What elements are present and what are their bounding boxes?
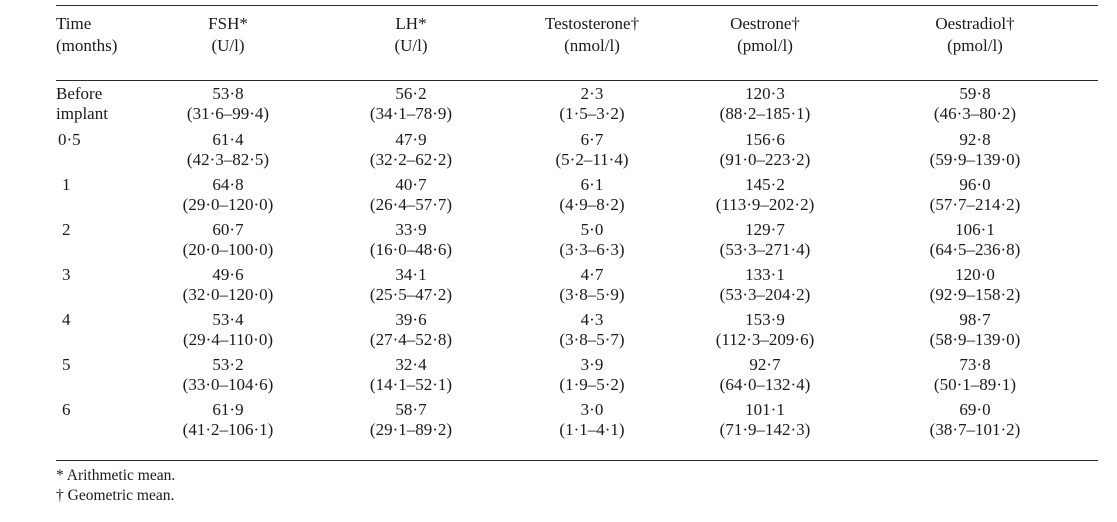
oestradiol-mean: 96·0 bbox=[959, 175, 991, 194]
testosterone-range: (1·5–3·2) bbox=[559, 104, 625, 123]
oestradiol-range: (64·5–236·8) bbox=[929, 240, 1021, 259]
testosterone-mean: 3·0 bbox=[580, 400, 604, 419]
header-label: LH* bbox=[395, 14, 427, 33]
lh-range: (34·1–78·9) bbox=[369, 104, 453, 123]
header-label: Oestradiol† bbox=[935, 14, 1015, 33]
fsh-range: (31·6–99·4) bbox=[186, 104, 270, 123]
lh-range: (27·4–52·8) bbox=[369, 330, 453, 349]
oestrone-header bbox=[730, 13, 800, 57]
header-unit: (pmol/l) bbox=[947, 36, 1003, 55]
testosterone-range: (1·1–4·1) bbox=[559, 420, 625, 439]
time-value: 3 bbox=[62, 265, 71, 284]
oestradiol-range: (59·9–139·0) bbox=[929, 150, 1021, 169]
time-cell bbox=[56, 355, 71, 375]
header-label: Time bbox=[56, 14, 92, 33]
fsh-range: (29·4–110·0) bbox=[182, 330, 274, 349]
fsh-mean: 49·6 bbox=[212, 265, 244, 284]
oestradiol-range: (46·3–80·2) bbox=[933, 104, 1017, 123]
time-cell bbox=[56, 400, 71, 420]
header-unit: (pmol/l) bbox=[737, 36, 793, 55]
lh-range: (32·2–62·2) bbox=[369, 150, 453, 169]
oestrone-mean: 101·1 bbox=[745, 400, 785, 419]
header-unit: (U/l) bbox=[211, 36, 245, 55]
oestradiol-mean: 69·0 bbox=[959, 400, 991, 419]
time-cell bbox=[56, 310, 71, 330]
oestrone-range: (91·0–223·2) bbox=[719, 150, 811, 169]
fsh-mean: 64·8 bbox=[212, 175, 244, 194]
oestrone-mean: 153·9 bbox=[745, 310, 785, 329]
lh-range: (25·5–47·2) bbox=[369, 285, 453, 304]
time-value: 6 bbox=[62, 400, 71, 419]
time-cell bbox=[56, 130, 81, 150]
time-value: 4 bbox=[62, 310, 71, 329]
fsh-range: (29·0–120·0) bbox=[182, 195, 274, 214]
fsh-mean: 60·7 bbox=[212, 220, 244, 239]
oestradiol-mean: 92·8 bbox=[959, 130, 991, 149]
oestradiol-range: (50·1–89·1) bbox=[933, 375, 1017, 394]
fsh-mean: 53·2 bbox=[212, 355, 244, 374]
oestrone-range: (71·9–142·3) bbox=[719, 420, 811, 439]
oestrone-range: (88·2–185·1) bbox=[719, 104, 811, 123]
testosterone-range: (4·9–8·2) bbox=[559, 195, 625, 214]
lh-header bbox=[394, 13, 427, 57]
time-cell bbox=[56, 265, 71, 285]
footnote-arithmetic: * Arithmetic mean. bbox=[56, 467, 176, 484]
oestrone-range: (53·3–204·2) bbox=[719, 285, 811, 304]
fsh-range: (20·0–100·0) bbox=[182, 240, 274, 259]
fsh-range: (42·3–82·5) bbox=[186, 150, 270, 169]
oestrone-range: (53·3–271·4) bbox=[719, 240, 811, 259]
oestrone-range: (112·3–209·6) bbox=[715, 330, 815, 349]
testosterone-mean: 2·3 bbox=[580, 84, 604, 103]
oestradiol-range: (92·9–158·2) bbox=[929, 285, 1021, 304]
lh-mean: 47·9 bbox=[395, 130, 427, 149]
oestrone-mean: 129·7 bbox=[745, 220, 785, 239]
oestrone-range: (64·0–132·4) bbox=[719, 375, 811, 394]
fsh-mean: 53·8 bbox=[212, 84, 244, 103]
oestrone-mean: 145·2 bbox=[745, 175, 785, 194]
testosterone-range: (3·8–5·9) bbox=[559, 285, 625, 304]
lh-mean: 56·2 bbox=[395, 84, 427, 103]
oestradiol-header bbox=[935, 13, 1014, 57]
testosterone-range: (1·9–5·2) bbox=[559, 375, 625, 394]
lh-mean: 33·9 bbox=[395, 220, 427, 239]
table-top-rule bbox=[56, 5, 1098, 6]
oestrone-range: (113·9–202·2) bbox=[715, 195, 815, 214]
time-value: 2 bbox=[62, 220, 71, 239]
testosterone-mean: 3·9 bbox=[580, 355, 604, 374]
lh-mean: 40·7 bbox=[395, 175, 427, 194]
oestradiol-mean: 120·0 bbox=[955, 265, 995, 284]
oestrone-mean: 133·1 bbox=[745, 265, 785, 284]
testosterone-range: (3·8–5·7) bbox=[559, 330, 625, 349]
testosterone-range: (3·3–6·3) bbox=[559, 240, 625, 259]
lh-range: (26·4–57·7) bbox=[369, 195, 453, 214]
testosterone-mean: 4·3 bbox=[580, 310, 604, 329]
time-header bbox=[56, 13, 117, 57]
oestradiol-range: (38·7–101·2) bbox=[929, 420, 1021, 439]
lh-mean: 32·4 bbox=[395, 355, 427, 374]
testosterone-range: (5·2–11·4) bbox=[555, 150, 629, 169]
header-unit: (U/l) bbox=[394, 36, 428, 55]
oestradiol-mean: 73·8 bbox=[959, 355, 991, 374]
header-unit: (months) bbox=[56, 36, 118, 55]
header-unit: (nmol/l) bbox=[564, 36, 620, 55]
lh-range: (29·1–89·2) bbox=[369, 420, 453, 439]
time-cell bbox=[56, 175, 71, 195]
header-label: Testosterone† bbox=[544, 14, 640, 33]
lh-mean: 34·1 bbox=[395, 265, 427, 284]
lh-range: (16·0–48·6) bbox=[369, 240, 453, 259]
time-value: 5 bbox=[62, 355, 71, 374]
lh-mean: 39·6 bbox=[395, 310, 427, 329]
time-value-line2: implant bbox=[56, 104, 108, 123]
testosterone-mean: 5·0 bbox=[580, 220, 604, 239]
header-label: Oestrone† bbox=[730, 14, 800, 33]
lh-range: (14·1–52·1) bbox=[369, 375, 453, 394]
lh-mean: 58·7 bbox=[395, 400, 427, 419]
table-bottom-rule bbox=[56, 460, 1098, 461]
fsh-mean: 53·4 bbox=[212, 310, 244, 329]
fsh-range: (33·0–104·6) bbox=[182, 375, 274, 394]
testosterone-header bbox=[545, 13, 639, 57]
oestrone-mean: 120·3 bbox=[745, 84, 785, 103]
oestradiol-mean: 98·7 bbox=[959, 310, 991, 329]
oestradiol-range: (58·9–139·0) bbox=[929, 330, 1021, 349]
oestrone-mean: 156·6 bbox=[745, 130, 785, 149]
time-value: 0·5 bbox=[58, 130, 81, 149]
oestrone-mean: 92·7 bbox=[749, 355, 781, 374]
testosterone-mean: 4·7 bbox=[580, 265, 604, 284]
fsh-header bbox=[208, 13, 248, 57]
time-value: 1 bbox=[62, 175, 71, 194]
fsh-range: (32·0–120·0) bbox=[182, 285, 274, 304]
header-label: FSH* bbox=[208, 14, 248, 33]
time-cell bbox=[56, 84, 108, 124]
fsh-range: (41·2–106·1) bbox=[182, 420, 274, 439]
table-header-rule bbox=[56, 80, 1098, 81]
testosterone-mean: 6·7 bbox=[580, 130, 604, 149]
fsh-mean: 61·4 bbox=[212, 130, 244, 149]
testosterone-mean: 6·1 bbox=[580, 175, 604, 194]
oestradiol-range: (57·7–214·2) bbox=[929, 195, 1021, 214]
footnote-geometric: † Geometric mean. bbox=[56, 487, 175, 504]
time-cell bbox=[56, 220, 71, 240]
oestradiol-mean: 106·1 bbox=[955, 220, 995, 239]
time-value: Before bbox=[56, 84, 103, 103]
oestradiol-mean: 59·8 bbox=[959, 84, 991, 103]
fsh-mean: 61·9 bbox=[212, 400, 244, 419]
